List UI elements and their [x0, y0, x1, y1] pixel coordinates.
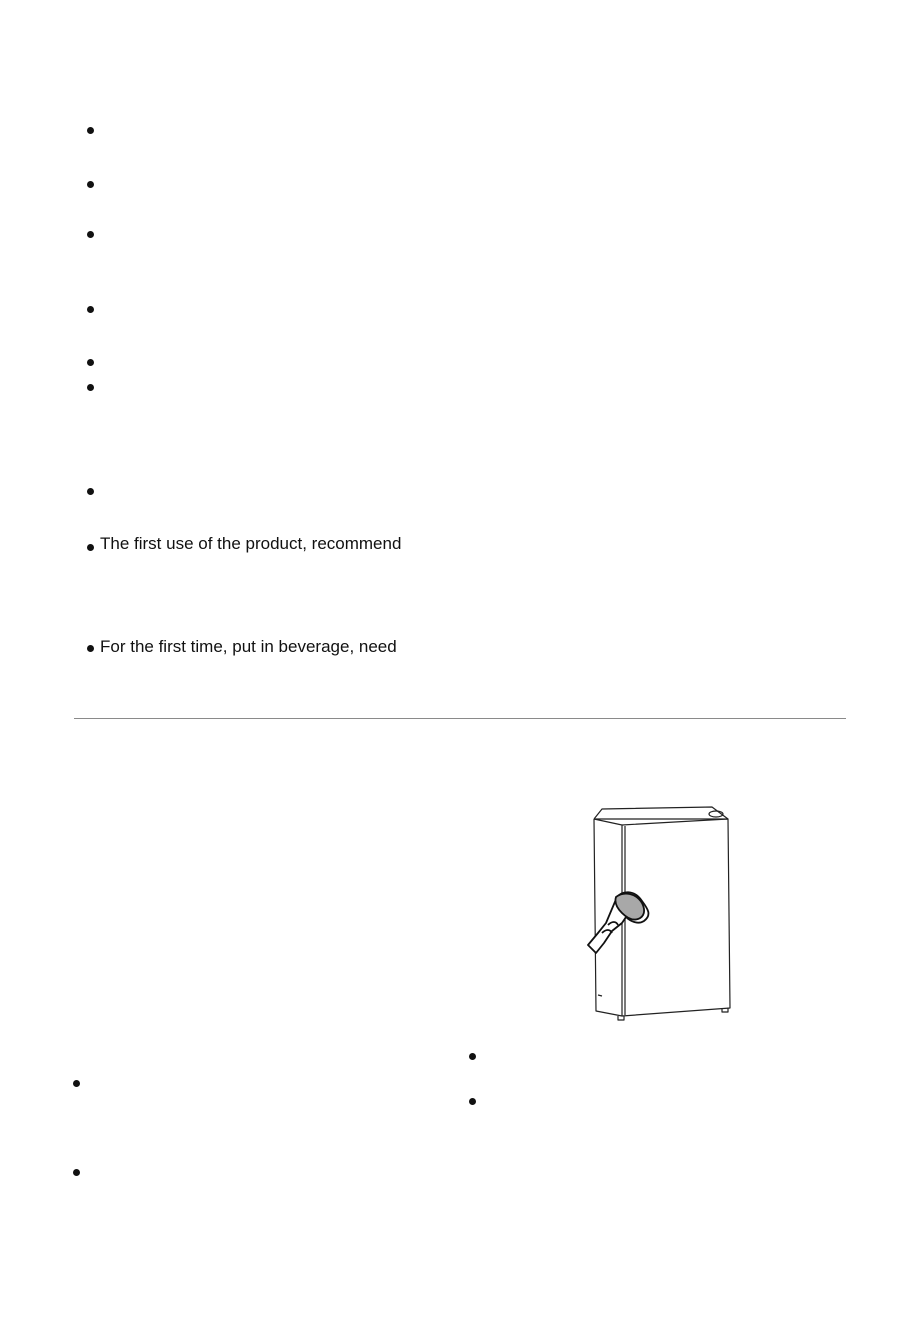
- bullet-icon: [87, 645, 94, 652]
- bullet-icon: [87, 544, 94, 551]
- bullet-icon: [87, 488, 94, 495]
- bullet-icon: [469, 1053, 476, 1060]
- fridge-cleaning-illustration-icon: [582, 805, 740, 1021]
- bullet-icon: [87, 384, 94, 391]
- bullet-icon: [73, 1169, 80, 1176]
- list-item: The first use of the product, recommend: [100, 534, 402, 553]
- bullet-icon: [87, 306, 94, 313]
- list-item: For the first time, put in beverage, need: [100, 637, 397, 656]
- bullet-icon: [87, 359, 94, 366]
- bullet-icon: [469, 1098, 476, 1105]
- bullet-icon: [87, 127, 94, 134]
- section-divider: [74, 718, 846, 719]
- bullet-icon: [87, 181, 94, 188]
- bullet-icon: [87, 231, 94, 238]
- bullet-icon: [73, 1080, 80, 1087]
